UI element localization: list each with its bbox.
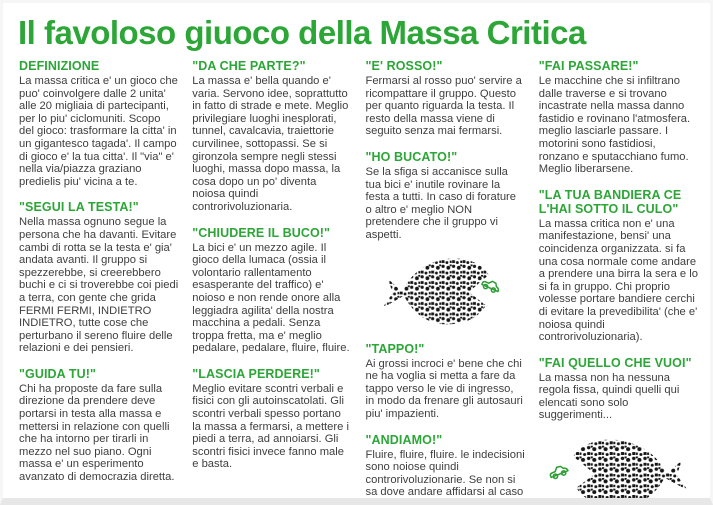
section-body: Fluire, fluire, fluire. le indecisioni sono noiose quindi controrivoluzionarie. Se non si sa dove andare affidarsi al caso piuttosto che fermarsi. — [365, 448, 525, 505]
section-body: Le macchine che si infiltrano dalle traverse e si trovano incastrate nella massa danno fastidio e rovinano l'atmosfera. meglio lasciarle passare. I motorini sono fastidiosi, ronzano e sputacchiano fumo. Meglio liberarsene. — [538, 75, 691, 176]
section-heading: "E' ROSSO!" — [365, 59, 443, 73]
section-segui-la-testa — [19, 200, 178, 355]
section-heading: "LA TUA BANDIERA CE L'HAI SOTTO IL CULO" — [538, 187, 682, 216]
section-body: Ai grossi incroci e' bene che chi ne ha voglia si metta a fare da tappo verso le vie di ingresso, in modo da frenare gli autosauri piu' impazienti. — [365, 357, 523, 420]
column-1 — [19, 59, 178, 505]
bike-fish-eating-car-illustration-left — [539, 434, 697, 505]
section-definizione — [19, 59, 178, 188]
section-fai-quello-che-vuoi — [539, 356, 698, 422]
section-heading: "DA CHE PARTE?" — [192, 59, 306, 73]
section-body: Meglio evitare scontri verbali e fisici con gli autoinscatolati. Gli scontri verbali spesso portano la massa a fermarsi, a mettere i piedi a terra, ad annoiarsi. Gli scontri fisici invece fanno male e basta. — [192, 382, 349, 471]
section-chiudere-il-buco — [192, 226, 351, 355]
section-body: Fermarsi al rosso puo' servire a ricompattare il gruppo. Questo per quanto riguarda la testa. Il resto della massa viene di seguito senza mai fermarsi. — [365, 75, 522, 138]
section-body: La massa e' bella quando e' varia. Servono idee, soprattutto in fatto di strade e mete. Meglio privilegiare luoghi inesplorati, tunnel, cavalcavia, traiettorie curvilinee, sottopassi. Se si gironzola sempre negli stessi luoghi, massa dopo massa, la cosa dopo un po' diventa noiosa quindi controrivoluzionaria. — [192, 75, 349, 213]
section-fai-passare — [539, 59, 698, 176]
section-heading: "HO BUCATO!" — [365, 149, 458, 164]
section-guida-tu — [19, 367, 178, 484]
section-heading: "TAPPO!" — [365, 341, 425, 356]
section-body: La massa non ha nessuna regola fissa, quindi quelli qui elencati sono solo suggerimenti... — [538, 371, 680, 422]
green-car-icon — [549, 464, 569, 480]
section-body: La massa critica non e' una manifestazione, bensi' una coincidenza organizzata. si fa una cosa normale come andare a prendere una birra la sera e lo si fa in gruppo. Chi proprio volesse portare bandiere cerchi di evitare la prevedibilita' (che e' noiosa quindi controrivoluzionaria). — [538, 217, 698, 344]
section-heading: "ANDIAMO!" — [365, 432, 443, 447]
fish-body — [382, 258, 489, 324]
section-body: Se la sfiga si accanisce sulla tua bici e' inutile rovinare la festa a tutti. In caso di forature o altro e' meglio NON pretendere che il gruppo vi aspetti. — [365, 165, 516, 241]
section-heading: "GUIDA TU!" — [19, 366, 97, 381]
section-e-rosso — [366, 59, 525, 138]
column-4 — [539, 59, 698, 505]
section-body: Nella massa ognuno segue la persona che ha davanti. Evitare cambi di rotta se la testa e' gia' andata avanti. Il gruppo si spezzerebbe, si creerebbero buchi e ci si troverebbe coi piedi a terra, con gente che grida FERMI FERMI, INDIETRO INDIETRO, tutte cose che perturbano il sereno fluire delle relazioni e dei pensieri. — [19, 216, 179, 355]
green-car-icon — [481, 277, 501, 293]
column-3 — [366, 59, 525, 505]
section-heading: "FAI PASSARE!" — [538, 59, 639, 73]
section-body: Chi ha proposte da fare sulla direzione da prendere deve portarsi in testa alla massa e mettersi in relazione con quelli che ha intorno per tirarli in mezzo nel suo piano. Ogni massa e' un esperimento avanzato di democrazia diretta. — [19, 382, 175, 484]
fish-body — [574, 440, 689, 505]
section-body: La bici e' un mezzo agile. Il gioco della lumaca (ossia il volontario rallentamento esasperante del traffico) e' noioso e non rende onore alla leggiadra agilita' della nostra macchina a pedali. Senza troppa fretta, ma e' meglio pedalare, pedalare, fluire, fluire. — [192, 241, 350, 355]
section-la-tua-bandiera — [539, 188, 698, 344]
section-tappo — [366, 342, 525, 421]
bike-fish-eating-car-illustration-right — [377, 254, 513, 332]
section-ho-bucato — [366, 150, 525, 242]
page-title: Il favoloso giuoco della Massa Critica — [18, 14, 586, 51]
section-heading: DEFINIZIONE — [19, 59, 100, 73]
section-heading: "CHIUDERE IL BUCO!" — [192, 225, 331, 240]
section-heading: "FAI QUELLO CHE VUOI" — [538, 355, 692, 370]
section-heading: "SEGUI LA TESTA!" — [19, 200, 139, 215]
columns-container — [3, 59, 710, 505]
section-da-che-parte — [192, 59, 351, 214]
section-heading: "LASCIA PERDERE!" — [192, 366, 320, 381]
section-lascia-perdere — [192, 367, 351, 471]
section-andiamo — [366, 433, 525, 505]
column-2 — [192, 59, 351, 505]
section-body: La massa critica e' un gioco che puo' coinvolgere dalle 2 unita' alle 20 migliaia di partecipanti, per lo piu' ciclomuniti. Scopo del gioco: trasformare la citta' in un gigantesco tagada'. Il campo di gioco e' la tua citta'. Il "via" e' nella via/piazza graziano predielis piu' vicina a te. — [19, 75, 178, 188]
